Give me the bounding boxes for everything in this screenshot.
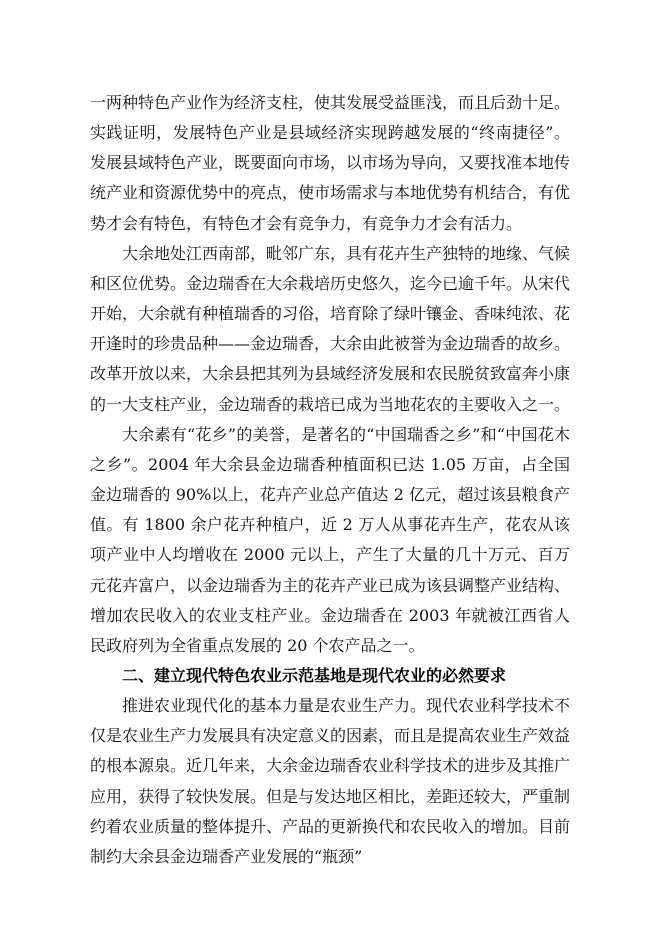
paragraph-4: 推进农业现代化的基本力量是农业生产力。现代农业科学技术不仅是农业生产力发展具有决定意义的因素，而且是提高农业生产效益的根本源泉。近几年来，大余金边瑞香农业科学技术的进步及其推广应用，获得了较快发展。但是与发达地区相比，差距还较大，严重制约着农业质量的整体提升、产品的更新换代和农民收入的增加。目前制约大余县金边瑞香产业发展的“瓶颈” bbox=[90, 696, 571, 866]
paragraph-2: 大余地处江西南部，毗邻广东，具有花卉生产独特的地缘、气候和区位优势。金边瑞香在大余栽培历史悠久，迄今已逾千年。从宋代开始，大余就有种植瑞香的习俗，培育除了绿叶镶金、香味纯浓、花开逢时的珍贵品种——金边瑞香，大余由此被誉为金边瑞香的故乡。改革开放以来，大余县把其列为县域经济发展和农民脱贫致富奔小康的一大支柱产业，金边瑞香的栽培已成为当地花农的主要收入之一。 bbox=[90, 243, 571, 414]
body-text bbox=[90, 88, 570, 872]
paragraph-1: 一两种特色产业作为经济支柱，使其发展受益匪浅，而且后劲十足。实践证明，发展特色产业是县域经济实现跨越发展的“终南捷径”。发展县域特色产业，既要面向市场，以市场为导向，又要找准本地传统产业和资源优势中的亮点，使市场需求与本地优势有机结合，有优势才会有特色，有特色才会有竞争力，有竞争力才会有活力。 bbox=[90, 93, 571, 233]
section-heading: 二、建立现代特色农业示范基地是现代农业的必然要求 bbox=[122, 665, 507, 685]
paragraph-3: 大余素有“花乡”的美誉，是著名的“中国瑞香之乡”和“中国花木之乡”。2004 年大余县金边瑞香种植面积已达 1.05 万亩，占全国金边瑞香的 90%以上，花卉产业总产值达 2 亿元，超过该县粮食产值。有 1800 余户花卉种植户，近 2 万人从事花卉生产，花农从该项产业中人均增收在 2000 元以上，产生了大量的几十万元、百万元花卉富户，以金边瑞香为主的花卉产业已成为该县调整产业结构、增加农民收入的农业支柱产业。金边瑞香在 2003 年就被江西省人民政府列为全省重点发展的 20 个农产品之一。 bbox=[90, 424, 571, 655]
